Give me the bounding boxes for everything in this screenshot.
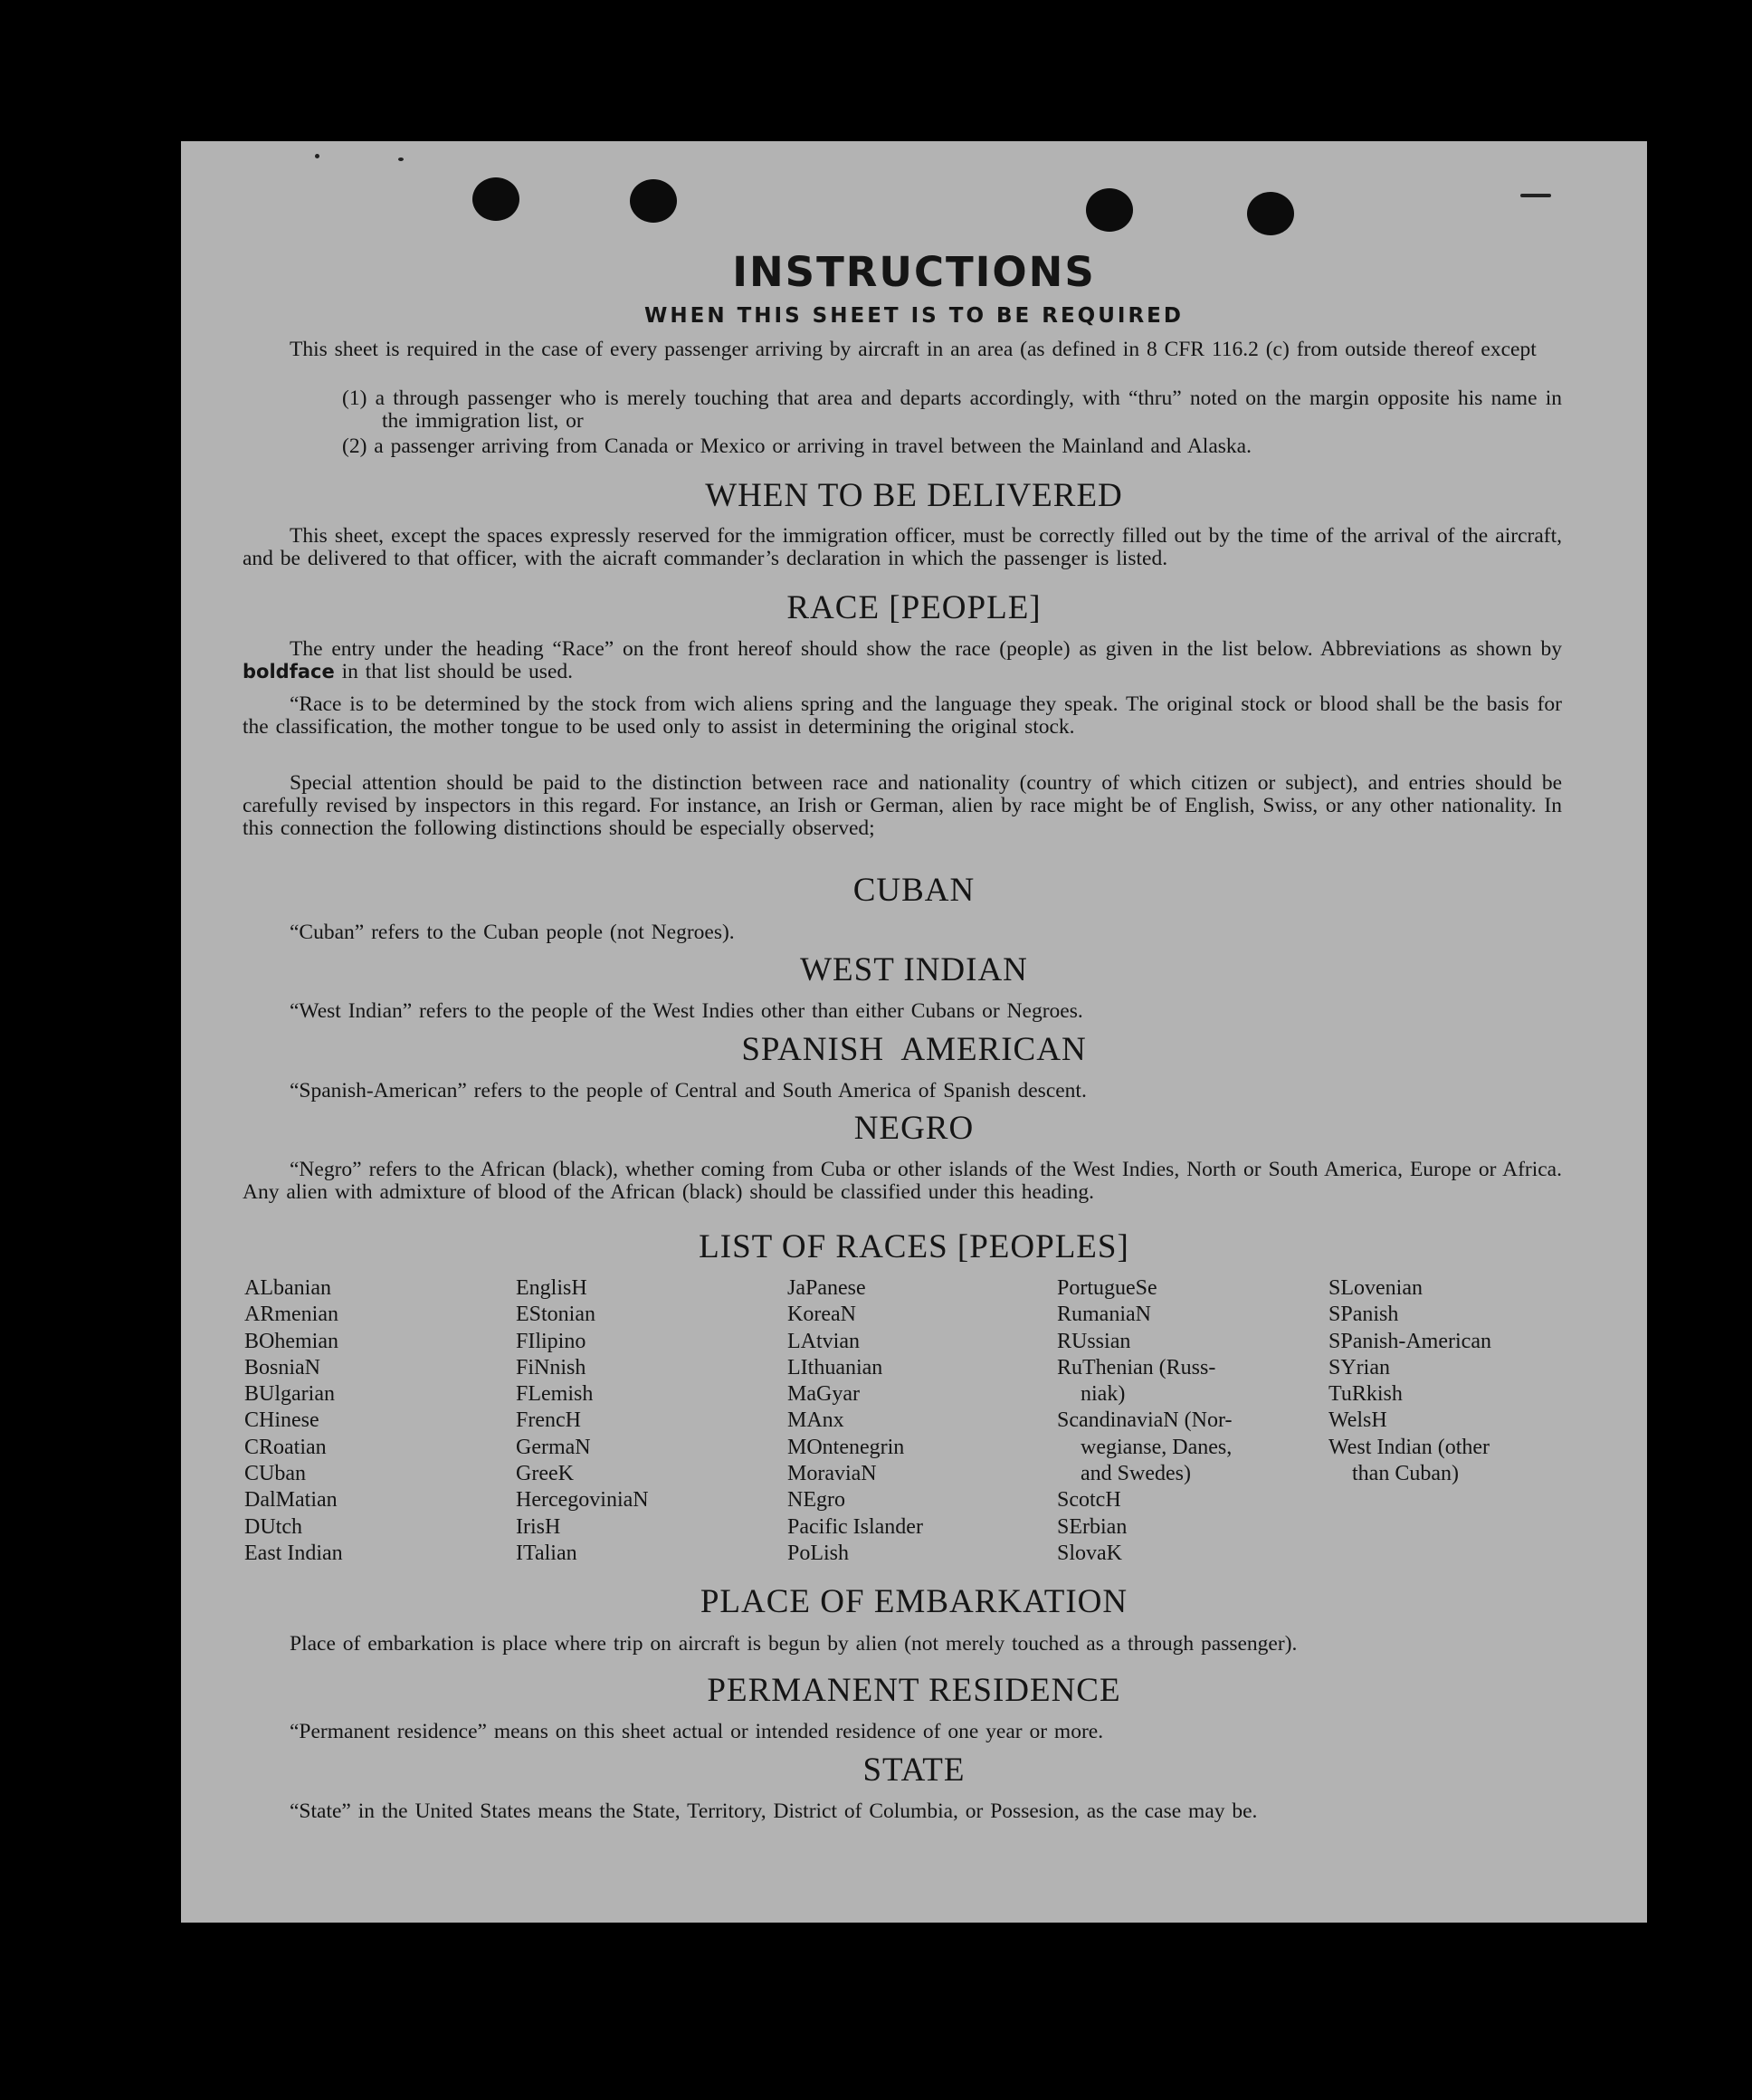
race-entry: EStonian xyxy=(516,1303,595,1327)
west-indian-heading: WEST INDIAN xyxy=(800,951,1028,988)
race-entry: SPanish-American xyxy=(1328,1329,1491,1353)
race-heading: RACE [PEOPLE] xyxy=(786,589,1042,626)
list-of-races-heading: LIST OF RACES [PEOPLES] xyxy=(699,1228,1129,1265)
race-paragraph-2: “Race is to be determined by the stock from wich aliens spring and the language they speak. The original stock or blood shall be the basis for the classification, the mother tongue to be used only to assist in determining the original stock. xyxy=(243,692,1562,739)
race-entry: PortugueSe xyxy=(1057,1276,1157,1300)
speck-mark xyxy=(315,154,319,158)
race-paragraph-1 xyxy=(243,638,1562,683)
punch-hole xyxy=(1247,192,1294,235)
cuban-heading: CUBAN xyxy=(852,872,976,909)
race-entry: HercegoviniaN xyxy=(516,1488,649,1513)
cuban-paragraph: “Cuban” refers to the Cuban people (not Negroes). xyxy=(290,921,735,944)
race-entry: BUlgarian xyxy=(244,1382,335,1407)
race-entry: ITalian xyxy=(516,1541,577,1565)
race-entry: Pacific Islander xyxy=(787,1514,923,1539)
race-entry-continuation: and Swedes) xyxy=(1081,1462,1191,1486)
when-delivered-heading: WHEN TO BE DELIVERED xyxy=(705,477,1123,514)
negro-heading: NEGRO xyxy=(853,1110,975,1147)
race-entry: CRoatian xyxy=(244,1435,327,1459)
race-entry: BOhemian xyxy=(244,1329,338,1353)
punch-hole xyxy=(630,179,677,223)
instructions-title: INSTRUCTIONS xyxy=(732,248,1096,296)
race-entry: RuThenian (Russ- xyxy=(1057,1355,1216,1379)
race-paragraph-3: Special attention should be paid to the distinction between race and nationality (country of which citizen or subject), and entries should be carefully revised by inspectors in this regard. For instance, an Irish or German, alien by race might be of English, Swiss, or any other nationality. In this connection the following distinctions should be especially observed; xyxy=(243,771,1562,840)
state-paragraph: “State” in the United States means the State, Territory, District of Columbia, or Possesion, as the case may be. xyxy=(290,1799,1258,1823)
race-entry: CUban xyxy=(244,1462,306,1486)
race-entry: FLemish xyxy=(516,1382,594,1407)
race-entry: West Indian (other xyxy=(1328,1435,1490,1459)
race-entry-continuation: niak) xyxy=(1081,1382,1126,1407)
race-entry: SPanish xyxy=(1328,1303,1399,1327)
instructions-subtitle: WHEN THIS SHEET IS TO BE REQUIRED xyxy=(644,304,1184,328)
races-column-1 xyxy=(244,1275,343,1567)
race-entry: GreeK xyxy=(516,1462,574,1486)
pen-mark xyxy=(1520,194,1551,197)
race-entry: RUssian xyxy=(1057,1329,1131,1353)
west-indian-paragraph: “West Indian” refers to the people of the West Indies other than either Cubans or Negroes. xyxy=(290,999,1083,1023)
spanish-american-paragraph: “Spanish-American” refers to the people of Central and South America of Spanish descent. xyxy=(290,1079,1087,1102)
race-entry: LIthuanian xyxy=(787,1355,883,1379)
race-entry: KoreaN xyxy=(787,1303,856,1327)
race-entry: WelsH xyxy=(1328,1408,1387,1433)
race-entry: ARmenian xyxy=(244,1303,338,1327)
intro-paragraph: This sheet is required in the case of every passenger arriving by aircraft in an area (as defined in 8 CFR 116.2 (c) from outside thereof except xyxy=(290,338,1537,361)
race-entry: FIlipino xyxy=(516,1329,586,1353)
race-entry: SYrian xyxy=(1328,1355,1390,1379)
embarkation-heading: PLACE OF EMBARKATION xyxy=(700,1583,1128,1620)
race-entry: FiNnish xyxy=(516,1355,586,1379)
race-entry: DUtch xyxy=(244,1514,302,1539)
exception-1: (1) a through passenger who is merely touching that area and departs accordingly, with “thru” noted on the margin opposite his name in the immigration list, or xyxy=(342,387,1562,433)
race-entry: PoLish xyxy=(787,1541,850,1565)
race-entry: JaPanese xyxy=(787,1276,866,1300)
race-entry: SlovaK xyxy=(1057,1541,1122,1565)
race-entry: CHinese xyxy=(244,1408,319,1433)
exception-2: (2) a passenger arriving from Canada or Mexico or arriving in travel between the Mainland and Alaska. xyxy=(342,434,1252,458)
race-p1-text: The entry under the heading “Race” on the front hereof should show the race (people) as given in the list below. Abbreviations as shown by xyxy=(290,637,1562,661)
race-entry: EnglisH xyxy=(516,1276,587,1300)
boldface-word: boldface xyxy=(243,661,335,682)
race-entry: MoraviaN xyxy=(787,1462,877,1486)
race-entry: East Indian xyxy=(244,1541,343,1565)
speck-mark xyxy=(398,158,404,161)
races-column-4 xyxy=(1057,1275,1232,1567)
race-entry: MOntenegrin xyxy=(787,1435,905,1459)
race-entry: ScotcH xyxy=(1057,1488,1121,1513)
race-entry: ALbanian xyxy=(244,1276,331,1300)
negro-paragraph: “Negro” refers to the African (black), whether coming from Cuba or other islands of the West Indies, North or South America, Europe or Africa. Any alien with admixture of blood of the African (black) should be classified under this heading. xyxy=(243,1158,1562,1204)
embarkation-paragraph: Place of embarkation is place where trip on aircraft is begun by alien (not merely touched as a through passenger). xyxy=(290,1632,1298,1656)
races-column-3 xyxy=(787,1275,923,1567)
residence-heading: PERMANENT RESIDENCE xyxy=(707,1672,1121,1709)
race-entry: NEgro xyxy=(787,1488,845,1513)
race-entry: IrisH xyxy=(516,1514,561,1539)
race-entry: BosniaN xyxy=(244,1355,320,1379)
residence-paragraph: “Permanent residence” means on this sheet actual or intended residence of one year or more. xyxy=(290,1720,1104,1743)
race-entry: FrencH xyxy=(516,1408,581,1433)
race-entry: ScandinaviaN (Nor- xyxy=(1057,1408,1233,1433)
races-column-5 xyxy=(1328,1275,1491,1487)
spanish-american-heading: SPANISH AMERICAN xyxy=(741,1031,1087,1068)
race-entry: MaGyar xyxy=(787,1382,860,1407)
race-entry-continuation: than Cuban) xyxy=(1352,1462,1459,1486)
race-entry: GermaN xyxy=(516,1435,591,1459)
state-heading: STATE xyxy=(862,1752,966,1789)
race-entry: RumaniaN xyxy=(1057,1303,1151,1327)
race-entry: MAnx xyxy=(787,1408,844,1433)
race-entry: DalMatian xyxy=(244,1488,338,1513)
delivered-paragraph: This sheet, except the spaces expressly reserved for the immigration officer, must be correctly filled out by the time of the arrival of the aircraft, and be delivered to that officer, with the aicraft commander’s declaration in which the passenger is listed. xyxy=(243,524,1562,570)
races-column-2 xyxy=(516,1275,649,1567)
race-entry: LAtvian xyxy=(787,1329,860,1353)
instruction-sheet xyxy=(181,141,1647,1923)
punch-hole xyxy=(472,177,519,221)
race-entry: SErbian xyxy=(1057,1514,1128,1539)
race-entry: SLovenian xyxy=(1328,1276,1423,1300)
punch-hole xyxy=(1086,188,1133,232)
race-entry-continuation: wegianse, Danes, xyxy=(1081,1435,1233,1459)
race-entry: TuRkish xyxy=(1328,1382,1403,1407)
race-p1-text-end: in that list should be used. xyxy=(334,660,574,683)
